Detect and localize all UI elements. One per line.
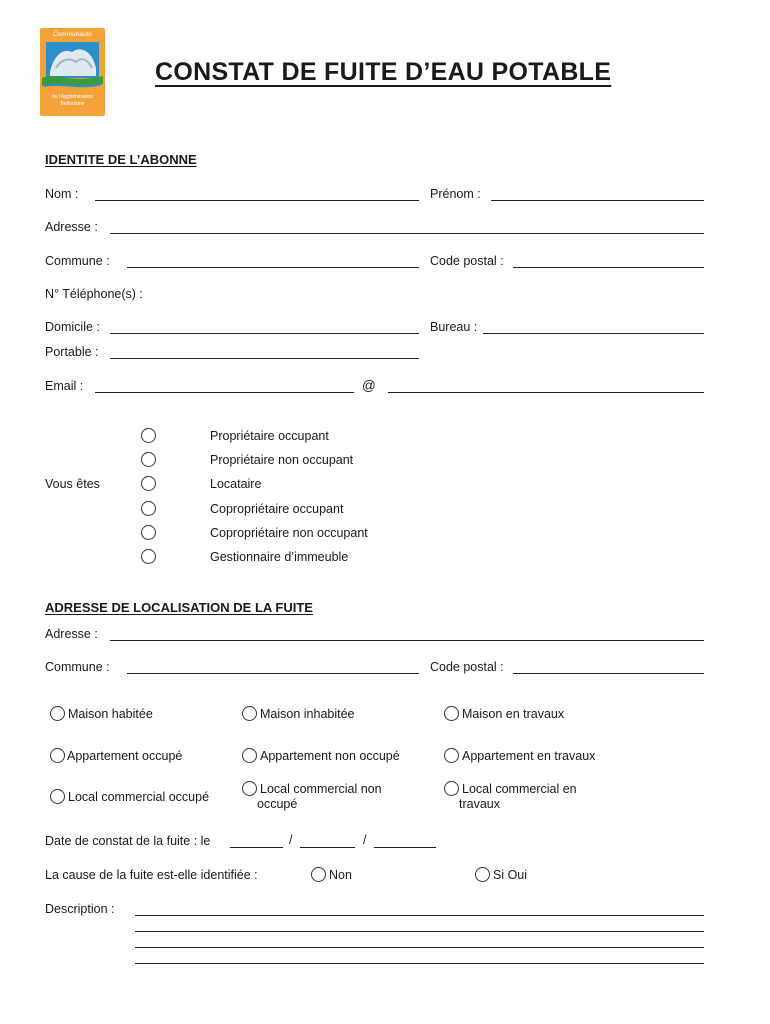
option-maison-habitee: Maison habitée	[68, 707, 153, 721]
commune-label: Commune :	[45, 254, 110, 268]
loc-code-postal-label: Code postal :	[430, 660, 504, 674]
date-slash-2: /	[363, 833, 367, 847]
portable-label: Portable :	[45, 345, 99, 359]
option-coproprietaire-occupant: Copropriétaire occupant	[210, 502, 344, 516]
logo-top-text: Communauté	[52, 31, 93, 38]
option-appartement-non-occupe: Appartement non occupé	[260, 749, 400, 763]
domicile-label: Domicile :	[45, 320, 100, 334]
section-identite-heading: IDENTITE DE L’ABONNE	[45, 152, 197, 167]
adresse-label: Adresse :	[45, 220, 98, 234]
agglomeration-logo	[40, 28, 105, 116]
loc-code-postal-field[interactable]	[513, 673, 704, 674]
bureau-label: Bureau :	[430, 320, 478, 334]
option-coproprietaire-non-occupant: Copropriétaire non occupant	[210, 526, 368, 540]
radio-cause-non[interactable]	[311, 867, 326, 882]
code-postal-label: Code postal :	[430, 254, 504, 268]
option-proprietaire-occupant: Propriétaire occupant	[210, 429, 329, 443]
email-at-sign: @	[362, 378, 376, 393]
option-appartement-travaux: Appartement en travaux	[462, 749, 596, 763]
loc-adresse-field[interactable]	[110, 640, 704, 641]
loc-commune-field[interactable]	[127, 673, 419, 674]
radio-gestionnaire-immeuble[interactable]	[141, 549, 156, 564]
radio-maison-inhabitee[interactable]	[242, 706, 257, 721]
option-local-commercial-non-occupe-line2: occupé	[257, 797, 298, 811]
option-maison-travaux: Maison en travaux	[462, 707, 565, 721]
description-line-4[interactable]	[135, 963, 704, 964]
radio-local-commercial-non-occupe[interactable]	[242, 781, 257, 796]
email-user-field[interactable]	[95, 392, 354, 393]
radio-appartement-travaux[interactable]	[444, 748, 459, 763]
radio-proprietaire-occupant[interactable]	[141, 428, 156, 443]
loc-commune-label: Commune :	[45, 660, 110, 674]
nom-label: Nom :	[45, 187, 79, 201]
option-local-commercial-travaux-line2: travaux	[459, 797, 500, 811]
radio-appartement-non-occupe[interactable]	[242, 748, 257, 763]
date-year-field[interactable]	[374, 847, 436, 848]
option-cause-non: Non	[329, 868, 352, 882]
date-slash-1: /	[289, 833, 293, 847]
description-line-2[interactable]	[135, 931, 704, 932]
domicile-field[interactable]	[110, 333, 419, 334]
option-local-commercial-non-occupe-line1: Local commercial non	[260, 782, 382, 796]
description-line-3[interactable]	[135, 947, 704, 948]
portable-field[interactable]	[110, 358, 419, 359]
page-title: CONSTAT DE FUITE D’EAU POTABLE	[155, 58, 612, 86]
radio-local-commercial-travaux[interactable]	[444, 781, 459, 796]
option-gestionnaire-immeuble: Gestionnaire d’immeuble	[210, 550, 349, 564]
bureau-field[interactable]	[483, 333, 704, 334]
nom-field[interactable]	[95, 200, 419, 201]
option-cause-oui: Si Oui	[493, 868, 528, 882]
option-maison-inhabitee: Maison inhabitée	[260, 707, 355, 721]
radio-appartement-occupe[interactable]	[50, 748, 65, 763]
vous-etes-label: Vous êtes	[45, 477, 100, 491]
commune-field[interactable]	[127, 267, 419, 268]
date-day-field[interactable]	[230, 847, 283, 848]
section-localisation-heading: ADRESSE DE LOCALISATION DE LA FUITE	[45, 600, 313, 615]
email-domain-field[interactable]	[388, 392, 704, 393]
option-proprietaire-non-occupant: Propriétaire non occupant	[210, 453, 354, 467]
radio-maison-habitee[interactable]	[50, 706, 65, 721]
option-appartement-occupe: Appartement occupé	[67, 749, 183, 763]
date-label: Date de constat de la fuite : le	[45, 834, 211, 848]
telephone-label: N° Téléphone(s) :	[45, 287, 143, 301]
radio-locataire[interactable]	[141, 476, 156, 491]
loc-adresse-label: Adresse :	[45, 627, 98, 641]
email-label: Email :	[45, 379, 84, 393]
radio-coproprietaire-occupant[interactable]	[141, 501, 156, 516]
prenom-label: Prénom :	[430, 187, 481, 201]
option-local-commercial-travaux-line1: Local commercial en	[462, 782, 577, 796]
radio-coproprietaire-non-occupant[interactable]	[141, 525, 156, 540]
date-month-field[interactable]	[300, 847, 355, 848]
option-locataire: Locataire	[210, 477, 262, 491]
radio-cause-oui[interactable]	[475, 867, 490, 882]
radio-maison-travaux[interactable]	[444, 706, 459, 721]
code-postal-field[interactable]	[513, 267, 704, 268]
description-line-1[interactable]	[135, 915, 704, 916]
description-label: Description :	[45, 902, 115, 916]
cause-label: La cause de la fuite est-elle identifiée :	[45, 868, 258, 882]
radio-proprietaire-non-occupant[interactable]	[141, 452, 156, 467]
option-local-commercial-occupe: Local commercial occupé	[68, 790, 210, 804]
logo-bottom-text: de l'Agglomération Belfortaine	[51, 94, 94, 107]
radio-local-commercial-occupe[interactable]	[50, 789, 65, 804]
adresse-field[interactable]	[110, 233, 704, 234]
prenom-field[interactable]	[491, 200, 704, 201]
